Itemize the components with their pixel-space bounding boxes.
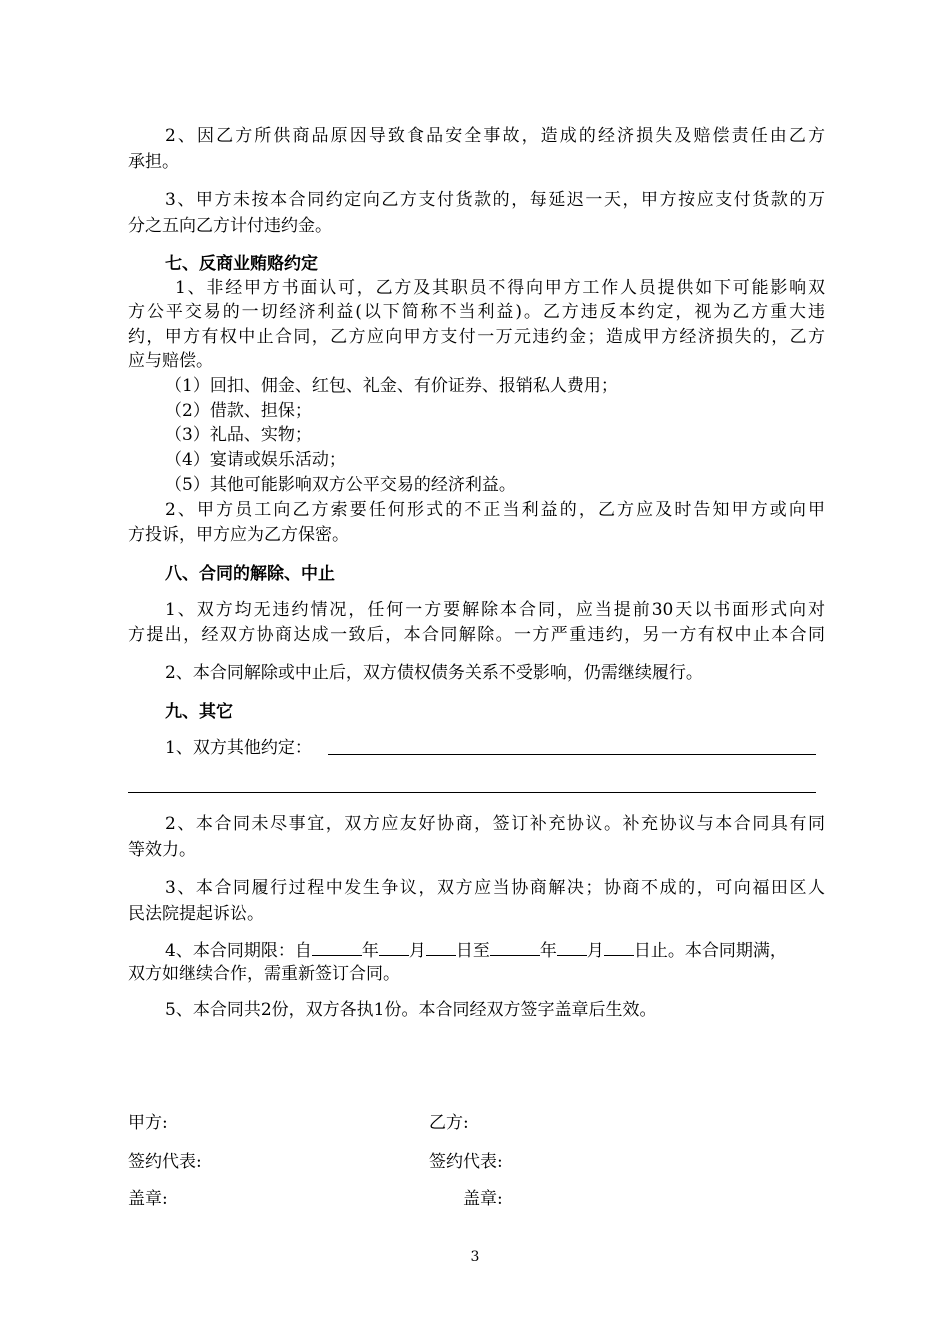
sec8-p2: 2、本合同解除或中止后，双方债权债务关系不受影响，仍需继续履行。	[165, 663, 703, 683]
section-7-heading: 七、反商业贿赂约定	[165, 254, 318, 274]
sec7-list-item: （4）宴请或娱乐活动；	[165, 450, 346, 470]
sec9-p3-line1: 3、本合同履行过程中发生争议，双方应当协商解决；协商不成的，可向福田区人	[165, 878, 825, 898]
term-year-label: 年	[539, 941, 557, 961]
sec9-p3-line2: 民法院提起诉讼。	[128, 904, 264, 924]
term-month-label: 月	[408, 941, 426, 961]
sec8-p1-line1: 1、双方均无违约情况，任何一方要解除本合同，应当提前30天以书面形式向对	[165, 600, 825, 620]
party-b-label: 乙方:	[429, 1113, 469, 1133]
sec6-p2-line1: 2、因乙方所供商品原因导致食品安全事故，造成的经济损失及赔偿责任由乙方	[165, 126, 825, 146]
sec7-p2-line1: 2、甲方员工向乙方索要任何形式的不正当利益的，乙方应及时告知甲方或向甲	[165, 500, 825, 520]
sec9-p4-line1	[165, 937, 787, 963]
sec6-p3-line2: 分之五向乙方计付违约金。	[128, 216, 332, 236]
sec7-list-item: （3）礼品、实物；	[165, 425, 312, 445]
party-a-seal-label: 盖章:	[128, 1189, 168, 1209]
party-a-label: 甲方:	[128, 1113, 168, 1133]
other-agreement-blank-line	[328, 754, 816, 755]
section-9-heading: 九、其它	[165, 702, 233, 722]
sec9-p5: 5、本合同共2份，双方各执1份。本合同经双方签字盖章后生效。	[165, 1000, 657, 1020]
party-b-representative-label: 签约代表:	[429, 1152, 503, 1172]
party-b-seal-label: 盖章:	[463, 1189, 503, 1209]
section-8-heading: 八、合同的解除、中止	[165, 564, 335, 584]
sec7-p1-line2: 方公平交易的一切经济利益(以下简称不当利益)。乙方违反本约定，视为乙方重大违	[128, 302, 825, 322]
sec6-p2-line2: 承担。	[128, 152, 179, 172]
other-agreement-blank-line	[128, 792, 816, 793]
term-prefix: 4、本合同期限：自	[165, 941, 312, 961]
sec9-p1-label: 1、双方其他约定：	[165, 738, 312, 758]
term-day-end-label: 日止。本合同期满，	[633, 941, 787, 961]
sec8-p1-line2: 方提出，经双方协商达成一致后，本合同解除。一方严重违约，另一方有权中止本合同	[128, 625, 825, 645]
sec7-list-item: （2）借款、担保；	[165, 401, 312, 421]
page-number: 3	[470, 1249, 480, 1265]
sec9-p2-line2: 等效力。	[128, 840, 196, 860]
term-year-label: 年	[361, 941, 379, 961]
sec7-p1-line3: 约，甲方有权中止合同，乙方应向甲方支付一万元违约金；造成甲方经济损失的，乙方	[128, 327, 825, 347]
sec9-p2-line1: 2、本合同未尽事宜，双方应友好协商，签订补充协议。补充协议与本合同具有同	[165, 814, 825, 834]
sec7-list-item: （5）其他可能影响双方公平交易的经济利益。	[165, 475, 516, 495]
party-a-representative-label: 签约代表:	[128, 1152, 202, 1172]
sec9-p4-line2: 双方如继续合作，需重新签订合同。	[128, 964, 400, 984]
term-month-label: 月	[586, 941, 604, 961]
start-month-blank	[379, 937, 409, 956]
end-day-blank	[604, 937, 634, 956]
sec7-p1-line1: 1、非经甲方书面认可，乙方及其职员不得向甲方工作人员提供如下可能影响双	[175, 278, 825, 298]
start-day-blank	[426, 937, 456, 956]
sec7-list-item: （1）回扣、佣金、红包、礼金、有价证券、报销私人费用；	[165, 376, 618, 396]
sec7-p2-line2: 方投诉，甲方应为乙方保密。	[128, 525, 349, 545]
sec6-p3-line1: 3、甲方未按本合同约定向乙方支付货款的，每延迟一天，甲方按应支付货款的万	[165, 190, 825, 210]
end-month-blank	[557, 937, 587, 956]
end-year-blank	[490, 937, 540, 956]
sec7-p1-line4: 应与赔偿。	[128, 351, 213, 371]
term-day-to-label: 日至	[455, 941, 490, 961]
start-year-blank	[312, 937, 362, 956]
